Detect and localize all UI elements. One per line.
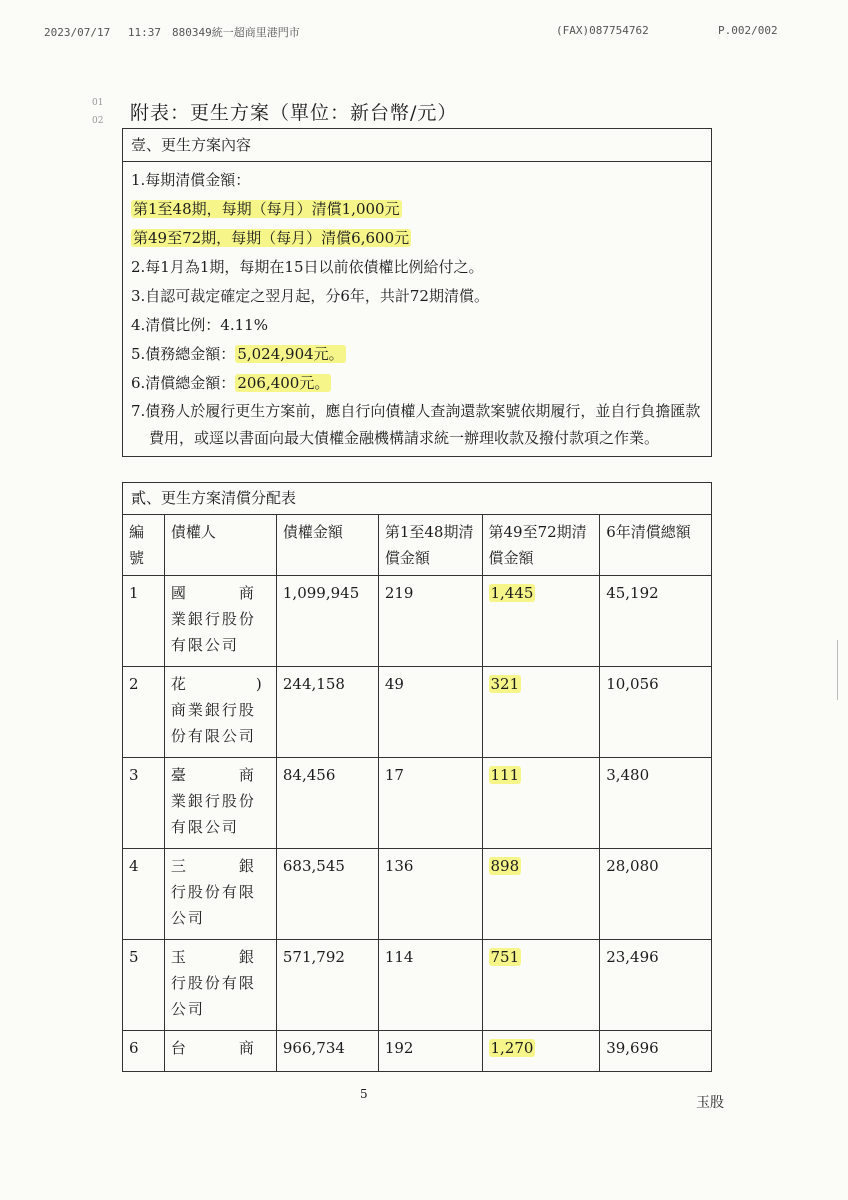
row-six-year-total: 39,696 bbox=[600, 1031, 712, 1072]
row-creditor bbox=[164, 667, 276, 758]
row-period-1-48: 192 bbox=[378, 1031, 482, 1072]
row-period-49-72 bbox=[482, 576, 600, 667]
scan-edge-mark bbox=[837, 640, 838, 700]
pay-total-label: 6.清償總金額： bbox=[131, 374, 236, 392]
table-row bbox=[123, 758, 712, 849]
item-period-49-72: 第49至72期，每期（每月）清償6,600元 bbox=[133, 229, 410, 247]
margin-mark-1: 01 bbox=[92, 98, 104, 108]
row-number: 2 bbox=[123, 667, 165, 758]
item-payment-notice: 7.債務人於履行更生方案前，應自行向債權人查詢還款案號依期履行，並自行負擔匯款費用，或逕以書面向最大債權金融機構請求統一辦理收款及撥付款項之作業。 bbox=[131, 402, 701, 447]
row-number: 6 bbox=[123, 1031, 165, 1072]
row-period-49-72 bbox=[482, 849, 600, 940]
item-debt-total bbox=[131, 340, 703, 369]
row-creditor bbox=[164, 849, 276, 940]
fax-page: P.002/002 bbox=[718, 24, 778, 37]
fax-header bbox=[0, 0, 848, 40]
item-installment-title: 1.每期清償金額： bbox=[131, 171, 251, 189]
row-number: 5 bbox=[123, 940, 165, 1031]
item-ratio: 4.清償比例：4.11% bbox=[131, 316, 268, 334]
row-creditor bbox=[164, 940, 276, 1031]
row-number: 1 bbox=[123, 576, 165, 667]
row-six-year-total: 3,480 bbox=[600, 758, 712, 849]
row-number: 4 bbox=[123, 849, 165, 940]
period-49-72-value: 321 bbox=[490, 675, 520, 693]
section-plan-content bbox=[122, 128, 712, 457]
col-claim-amount: 債權金額 bbox=[276, 515, 378, 576]
debt-total-value: 5,024,904元。 bbox=[237, 345, 344, 363]
period-49-72-value: 1,445 bbox=[490, 584, 534, 602]
creditor-line: 業銀行股份 bbox=[170, 792, 256, 810]
table-row bbox=[123, 1031, 712, 1072]
distribution-table bbox=[122, 514, 712, 1072]
row-claim-amount: 683,545 bbox=[276, 849, 378, 940]
creditor-line: 三 銀 bbox=[170, 857, 256, 875]
creditor-line: 有限公司 bbox=[170, 818, 239, 836]
row-period-1-48: 136 bbox=[378, 849, 482, 940]
creditor-line: 台 商 bbox=[170, 1039, 256, 1057]
creditor-line: 花 ) bbox=[170, 675, 264, 693]
item-schedule: 3.自認可裁定確定之翌月起，分6年，共計72期清償。 bbox=[131, 287, 489, 305]
col-creditor: 債權人 bbox=[164, 515, 276, 576]
section-plan-heading: 壹、更生方案內容 bbox=[123, 129, 711, 162]
col-six-year-total: 6年清償總額 bbox=[600, 515, 712, 576]
row-claim-amount: 571,792 bbox=[276, 940, 378, 1031]
row-creditor bbox=[164, 758, 276, 849]
pay-total-value: 206,400元。 bbox=[237, 374, 330, 392]
row-claim-amount: 1,099,945 bbox=[276, 576, 378, 667]
item-period-rule: 2.每1月為1期，每期在15日以前依債權比例給付之。 bbox=[131, 258, 484, 276]
table-row bbox=[123, 576, 712, 667]
page-title: 附表：更生方案（單位：新台幣/元） bbox=[130, 102, 458, 124]
row-period-49-72 bbox=[482, 667, 600, 758]
item-pay-total bbox=[131, 369, 703, 398]
row-period-1-48: 114 bbox=[378, 940, 482, 1031]
row-period-1-48: 219 bbox=[378, 576, 482, 667]
period-49-72-value: 751 bbox=[490, 948, 520, 966]
row-six-year-total: 10,056 bbox=[600, 667, 712, 758]
row-claim-amount: 966,734 bbox=[276, 1031, 378, 1072]
page-number: 5 bbox=[360, 1087, 368, 1101]
item-period-1-48: 第1至48期，每期（每月）清償1,000元 bbox=[133, 200, 400, 218]
creditor-line: 行股份有限 bbox=[170, 974, 256, 992]
row-six-year-total: 45,192 bbox=[600, 576, 712, 667]
table-row bbox=[123, 667, 712, 758]
fax-number: (FAX)087754762 bbox=[556, 24, 649, 37]
table-row bbox=[123, 940, 712, 1031]
creditor-line: 國 商 bbox=[170, 584, 256, 602]
creditor-line: 臺 商 bbox=[170, 766, 256, 784]
col-period-1-48: 第1至48期清償金額 bbox=[378, 515, 482, 576]
creditor-line: 公司 bbox=[170, 1000, 205, 1018]
period-49-72-value: 111 bbox=[490, 766, 520, 784]
row-period-49-72 bbox=[482, 1031, 600, 1072]
creditor-line: 有限公司 bbox=[170, 636, 239, 654]
period-49-72-value: 1,270 bbox=[490, 1039, 534, 1057]
creditor-line: 份有限公司 bbox=[170, 727, 256, 745]
row-number: 3 bbox=[123, 758, 165, 849]
debt-total-label: 5.債務總金額： bbox=[131, 345, 236, 363]
row-creditor bbox=[164, 576, 276, 667]
col-period-49-72: 第49至72期清償金額 bbox=[482, 515, 600, 576]
col-number: 編號 bbox=[123, 515, 165, 576]
creditor-line: 業銀行股份 bbox=[170, 610, 256, 628]
table-header-row bbox=[123, 515, 712, 576]
row-period-1-48: 49 bbox=[378, 667, 482, 758]
creditor-line: 商業銀行股 bbox=[170, 701, 256, 719]
row-creditor bbox=[164, 1031, 276, 1072]
creditor-line: 玉 銀 bbox=[170, 948, 256, 966]
row-claim-amount: 84,456 bbox=[276, 758, 378, 849]
clerk-stamp: 玉股 bbox=[696, 1095, 724, 1111]
table-row bbox=[123, 849, 712, 940]
margin-mark-2: 02 bbox=[92, 116, 104, 126]
row-claim-amount: 244,158 bbox=[276, 667, 378, 758]
row-six-year-total: 28,080 bbox=[600, 849, 712, 940]
section-distribution-heading: 貳、更生方案清償分配表 bbox=[122, 482, 712, 514]
row-period-1-48: 17 bbox=[378, 758, 482, 849]
creditor-line: 行股份有限 bbox=[170, 883, 256, 901]
fax-sender: 880349統一超商里港門市 bbox=[172, 26, 300, 39]
creditor-line: 公司 bbox=[170, 909, 205, 927]
row-period-49-72 bbox=[482, 940, 600, 1031]
fax-datetime: 2023/07/17 11:37 bbox=[44, 26, 161, 39]
row-period-49-72 bbox=[482, 758, 600, 849]
row-six-year-total: 23,496 bbox=[600, 940, 712, 1031]
period-49-72-value: 898 bbox=[490, 857, 520, 875]
